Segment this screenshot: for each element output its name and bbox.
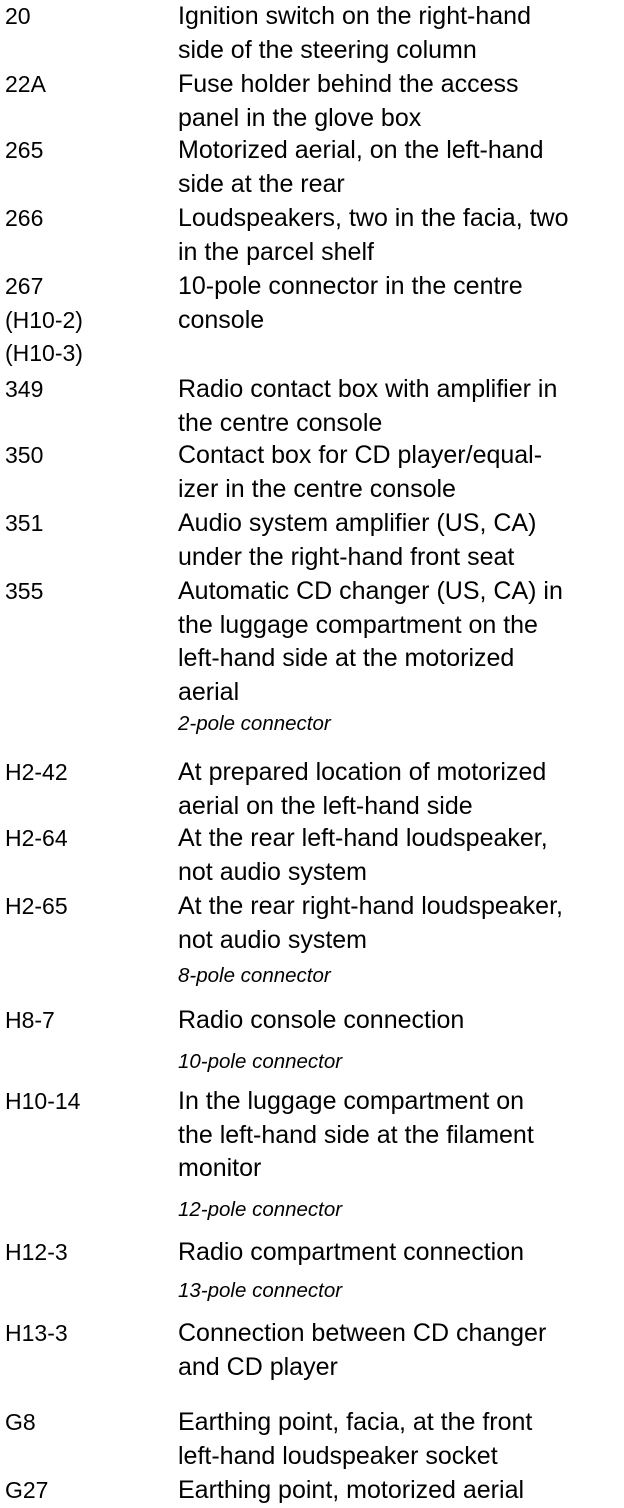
- component-code-line: H2-65: [5, 893, 68, 919]
- description-line: Motorized aerial, on the left-hand: [178, 136, 544, 164]
- component-description: [178, 1085, 618, 1186]
- description-line: the left-hand side at the filament: [178, 1120, 534, 1149]
- component-description: [178, 1406, 618, 1473]
- component-code-line: (H10-2): [5, 306, 83, 333]
- component-code-line: 265: [5, 137, 44, 163]
- component-code-line: 20: [5, 3, 31, 29]
- connector-subheading: 8-pole connector: [178, 964, 331, 987]
- component-code: [5, 1474, 170, 1508]
- component-code: [5, 134, 170, 168]
- component-code: [5, 439, 170, 473]
- description-line: not audio system: [178, 857, 367, 886]
- component-code-line: G27: [5, 1477, 49, 1503]
- description-line: Connection between CD changer: [178, 1319, 547, 1347]
- description-line: Radio compartment connection: [178, 1238, 525, 1266]
- description-line: the centre console: [178, 408, 383, 437]
- component-code-line: 349: [5, 376, 44, 402]
- component-description: [178, 575, 618, 709]
- component-code-line: G8: [5, 1409, 36, 1435]
- description-line: the luggage compartment on the: [178, 610, 538, 639]
- description-line: Radio console connection: [178, 1006, 465, 1034]
- description-line: monitor: [178, 1154, 262, 1182]
- description-line: Loudspeakers, two in the facia, two: [178, 204, 569, 232]
- component-description: [178, 1004, 618, 1038]
- component-code: [5, 890, 170, 924]
- component-code: [5, 373, 170, 407]
- description-line: izer in the centre console: [178, 474, 456, 503]
- component-code-line: H13-3: [5, 1320, 68, 1346]
- description-line: console: [178, 305, 265, 334]
- component-description: [178, 1236, 618, 1270]
- description-line: left-hand side at the motorized: [178, 644, 515, 672]
- description-line: Fuse holder behind the access: [178, 70, 519, 98]
- component-code: [5, 756, 170, 790]
- component-code: [5, 822, 170, 856]
- description-line: and CD player: [178, 1352, 338, 1381]
- component-code: [5, 270, 170, 371]
- component-code: [5, 68, 170, 102]
- component-code-line: 267: [5, 273, 44, 299]
- component-code: [5, 1236, 170, 1270]
- description-line: aerial: [178, 677, 240, 706]
- component-code-line: 22A: [5, 71, 46, 97]
- component-code: [5, 1085, 170, 1119]
- description-line: not audio system: [178, 925, 367, 954]
- description-line: Radio contact box with amplifier in: [178, 375, 558, 403]
- component-code-line: H12-3: [5, 1239, 68, 1265]
- description-line: left-hand loudspeaker socket: [178, 1441, 498, 1470]
- description-line: Automatic CD changer (US, CA) in: [178, 577, 563, 605]
- component-code: [5, 575, 170, 609]
- description-line: 10-pole connector in the centre: [178, 272, 523, 300]
- description-line: Ignition switch on the right-hand: [178, 2, 531, 30]
- component-code: [5, 1406, 170, 1440]
- component-description: [178, 1317, 618, 1384]
- component-code: [5, 507, 170, 541]
- component-description: [178, 507, 618, 574]
- description-line: Earthing point, motorized aerial: [178, 1476, 525, 1504]
- component-code-line: 351: [5, 510, 44, 536]
- component-code: [5, 202, 170, 236]
- description-line: At prepared location of motorized: [178, 758, 547, 786]
- component-description: [178, 756, 618, 823]
- connector-subheading: 10-pole connector: [178, 1050, 343, 1073]
- component-code-line: H2-42: [5, 759, 68, 785]
- component-code: [5, 1317, 170, 1351]
- component-description: [178, 822, 618, 889]
- description-line: Earthing point, facia, at the front: [178, 1408, 533, 1436]
- component-description: [178, 134, 618, 201]
- component-description: [178, 270, 618, 337]
- component-code-line: H2-64: [5, 825, 68, 851]
- component-code-line: (H10-3): [5, 340, 83, 366]
- component-description: [178, 68, 618, 135]
- description-line: At the rear right-hand loudspeaker,: [178, 892, 563, 920]
- component-code-line: H8-7: [5, 1007, 55, 1033]
- component-code: [5, 0, 170, 34]
- description-line: Contact box for CD player/equal-: [178, 441, 543, 469]
- component-code-line: H10-14: [5, 1088, 81, 1114]
- component-description: [178, 373, 618, 440]
- description-line: panel in the glove box: [178, 103, 422, 132]
- component-code-line: 350: [5, 442, 44, 468]
- component-description: [178, 0, 618, 67]
- component-description: [178, 890, 618, 957]
- description-line: side of the steering column: [178, 35, 477, 64]
- description-line: in the parcel shelf: [178, 237, 374, 266]
- description-line: under the right-hand front seat: [178, 542, 515, 571]
- component-description: [178, 202, 618, 269]
- description-line: In the luggage compartment on: [178, 1087, 525, 1115]
- description-line: side at the rear: [178, 169, 345, 198]
- connector-subheading: 2-pole connector: [178, 712, 331, 735]
- description-line: Audio system amplifier (US, CA): [178, 509, 537, 537]
- component-description: [178, 439, 618, 506]
- component-code: [5, 1004, 170, 1038]
- connector-subheading: 13-pole connector: [178, 1279, 343, 1302]
- description-line: At the rear left-hand loudspeaker,: [178, 824, 548, 852]
- component-description: [178, 1474, 618, 1508]
- connector-subheading: 12-pole connector: [178, 1198, 343, 1221]
- component-code-line: 266: [5, 205, 44, 231]
- component-code-line: 355: [5, 578, 44, 604]
- description-line: aerial on the left-hand side: [178, 791, 473, 820]
